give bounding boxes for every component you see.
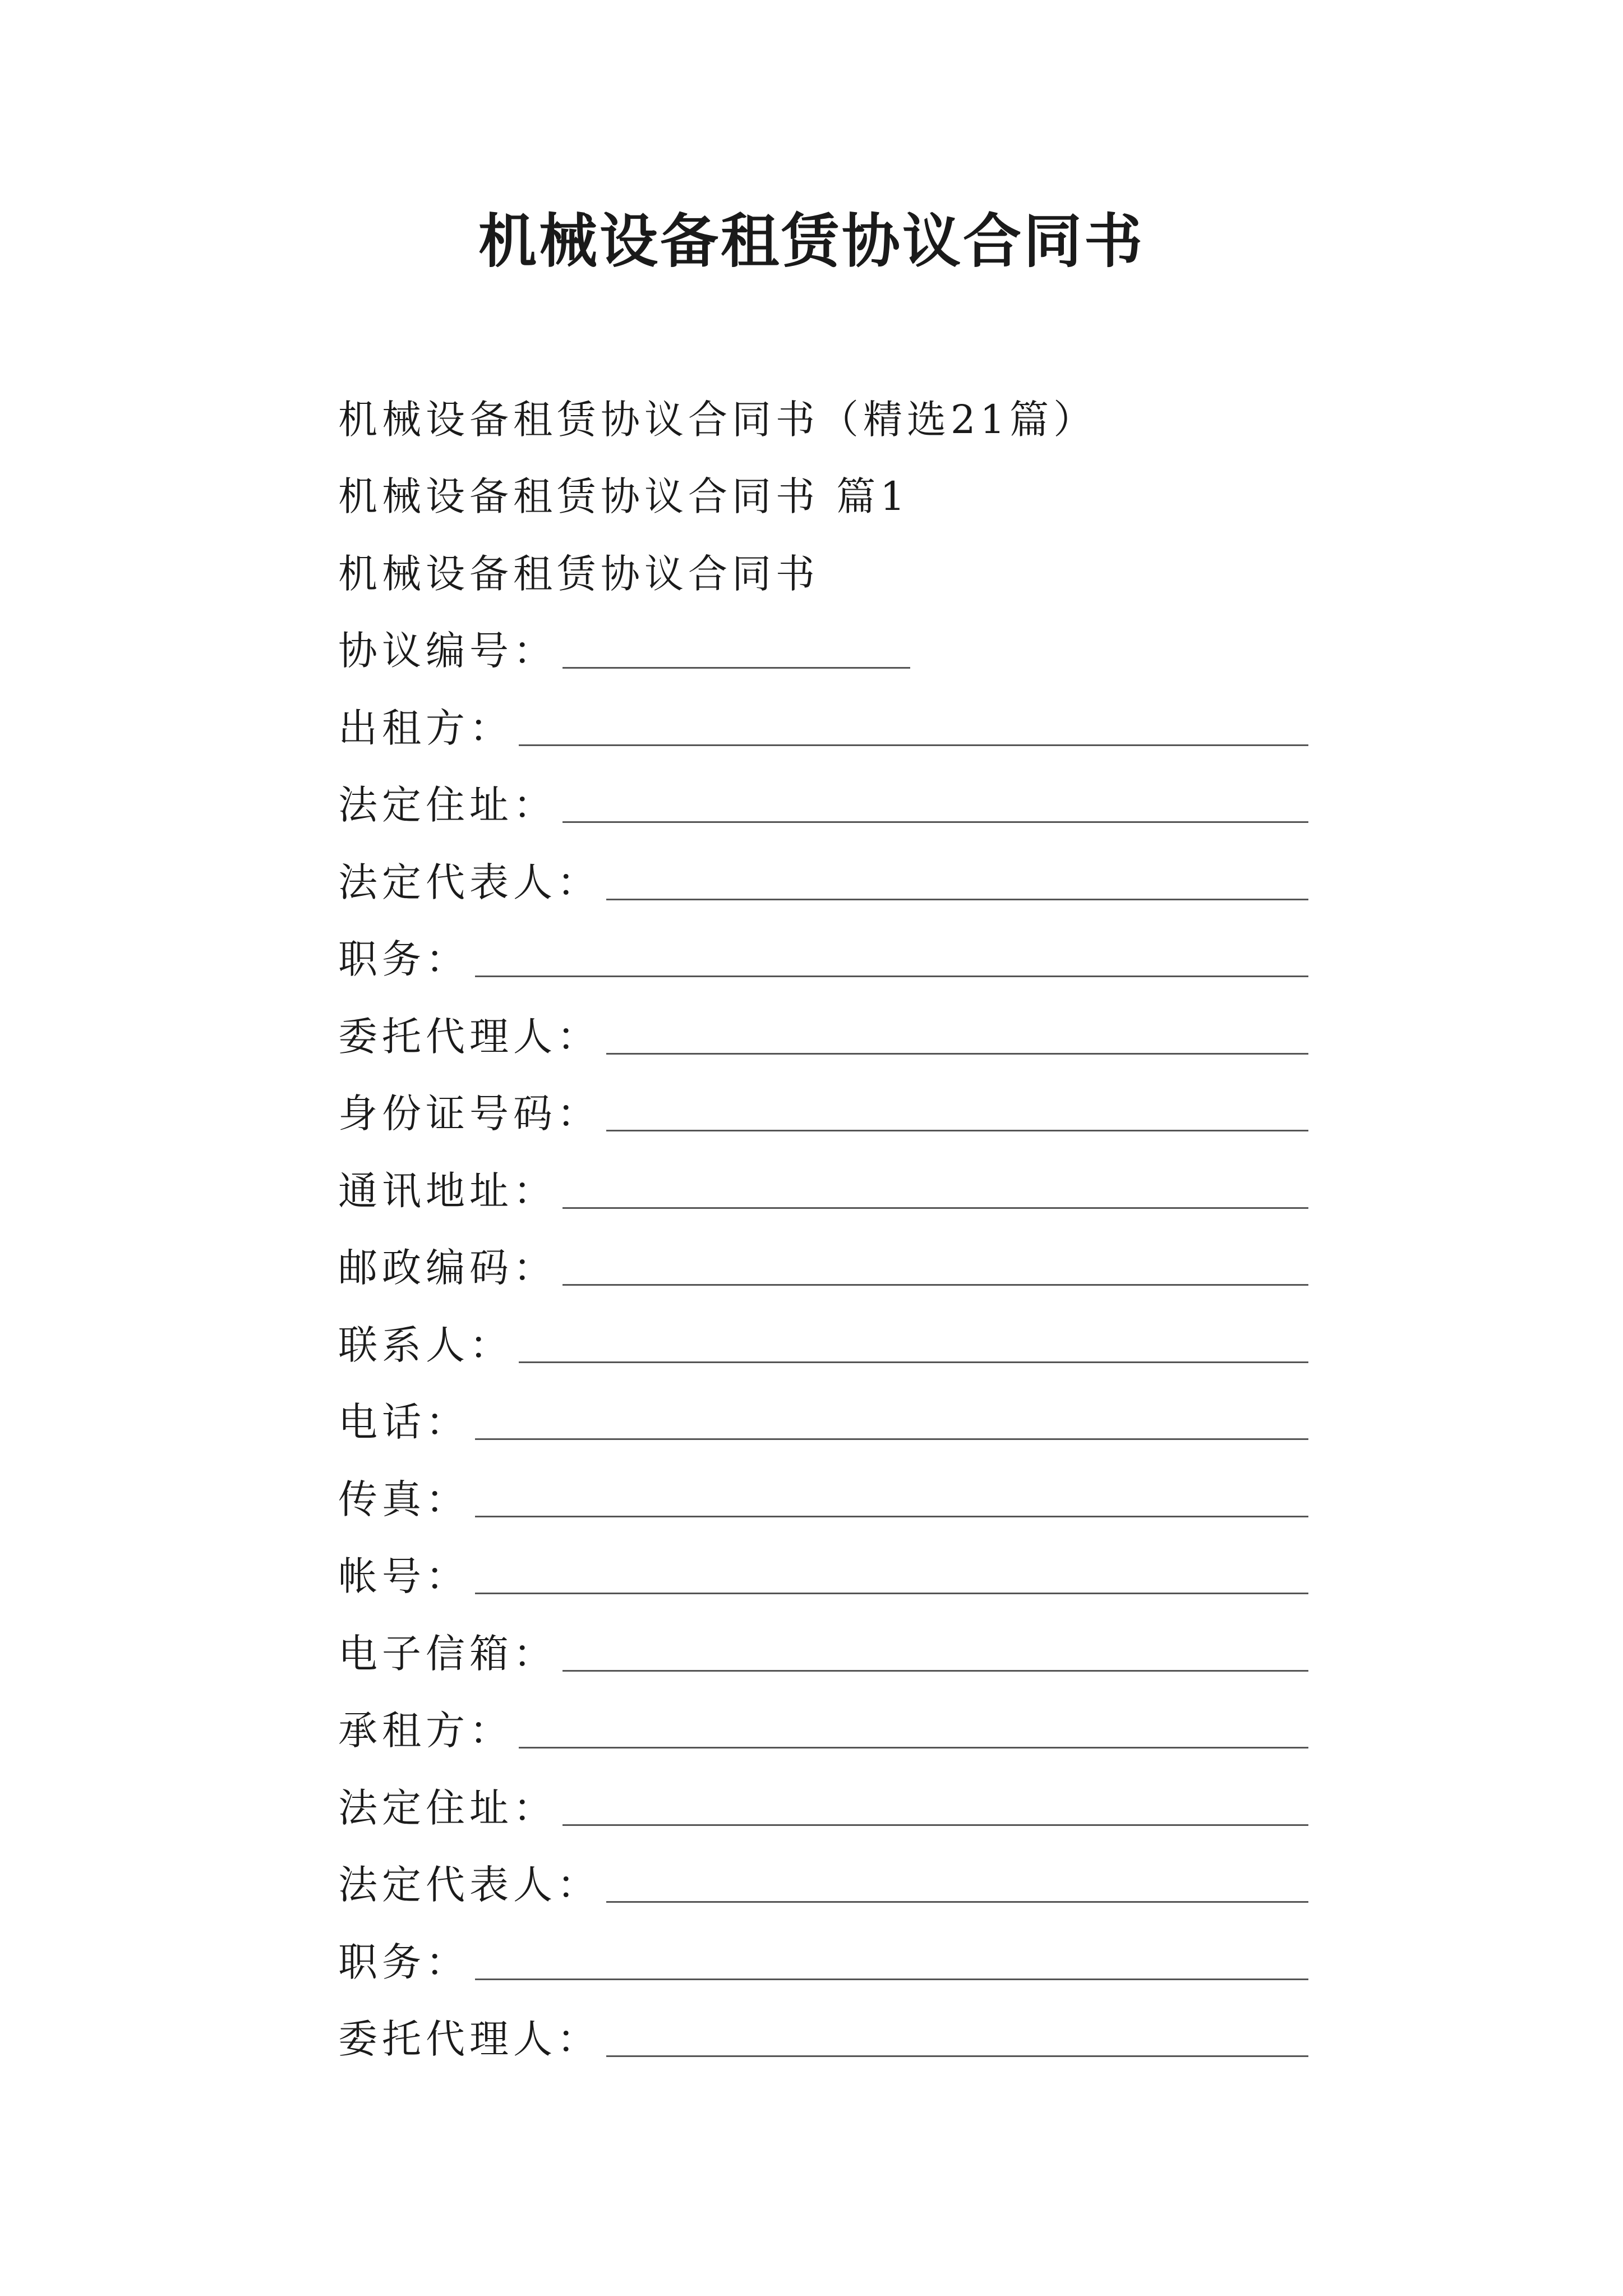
form-field-line <box>338 993 1308 1070</box>
fill-in-blank[interactable] <box>562 1670 1308 1672</box>
fill-in-blank[interactable] <box>606 1053 1308 1055</box>
document-body <box>338 376 1308 2073</box>
fill-in-blank[interactable] <box>475 976 1308 977</box>
form-field-line <box>338 1070 1308 1148</box>
fill-in-blank[interactable] <box>475 1978 1308 1980</box>
field-label: 法定代表人： <box>338 1862 601 1908</box>
field-label: 职务： <box>338 936 469 982</box>
form-field-line <box>338 762 1308 839</box>
text-line <box>338 376 1308 453</box>
fill-in-blank[interactable] <box>475 1593 1308 1594</box>
field-label: 法定代表人： <box>338 859 601 905</box>
fill-in-blank[interactable] <box>606 2055 1308 2057</box>
form-field-line <box>338 1610 1308 1687</box>
form-field-line <box>338 1764 1308 1842</box>
field-label: 电子信箱： <box>338 1630 557 1677</box>
field-label: 委托代理人： <box>338 2016 601 2062</box>
form-field-line <box>338 1996 1308 2073</box>
text-line-content: 机械设备租赁协议合同书（精选21篇） <box>338 396 1098 443</box>
fill-in-blank[interactable] <box>519 1361 1308 1363</box>
document-title: 机械设备租赁协议合同书 <box>478 206 1145 275</box>
field-label: 出租方： <box>338 705 513 751</box>
field-label: 帐号： <box>338 1553 469 1599</box>
form-field-line <box>338 1842 1308 1919</box>
text-line-content: 机械设备租赁协议合同书 <box>338 550 819 597</box>
fill-in-blank[interactable] <box>519 1747 1308 1749</box>
form-field-line <box>338 1147 1308 1225</box>
fill-in-blank[interactable] <box>475 1516 1308 1517</box>
field-label: 传真： <box>338 1476 469 1522</box>
fill-in-blank[interactable] <box>562 821 1308 823</box>
fill-in-blank[interactable] <box>519 744 1308 746</box>
field-label: 身份证号码： <box>338 1091 601 1137</box>
form-field-line <box>338 684 1308 762</box>
field-label: 邮政编码： <box>338 1245 557 1291</box>
field-label: 法定住址： <box>338 782 557 828</box>
form-field-line <box>338 1225 1308 1302</box>
fill-in-blank[interactable] <box>562 1207 1308 1209</box>
form-field-line <box>338 1456 1308 1533</box>
fill-in-blank[interactable] <box>562 1824 1308 1826</box>
field-label: 协议编号： <box>338 628 557 674</box>
fill-in-blank[interactable] <box>606 1130 1308 1131</box>
form-field-line <box>338 839 1308 916</box>
form-field-line <box>338 1687 1308 1765</box>
form-field-line <box>338 1301 1308 1379</box>
field-label: 承租方： <box>338 1708 513 1754</box>
field-label: 法定住址： <box>338 1784 557 1831</box>
form-field-line <box>338 1533 1308 1611</box>
text-line <box>338 530 1308 608</box>
text-line-content: 机械设备租赁协议合同书 篇1 <box>338 473 910 519</box>
field-label: 电话： <box>338 1399 469 1445</box>
fill-in-blank[interactable] <box>562 1284 1308 1286</box>
text-line <box>338 453 1308 531</box>
form-field-line <box>338 916 1308 993</box>
field-label: 职务： <box>338 1939 469 1985</box>
field-label: 通讯地址： <box>338 1167 557 1214</box>
fill-in-blank[interactable] <box>606 1901 1308 1903</box>
fill-in-blank[interactable] <box>475 1438 1308 1440</box>
fill-in-blank[interactable] <box>562 667 910 669</box>
field-label: 委托代理人： <box>338 1013 601 1060</box>
form-field-line <box>338 608 1308 685</box>
form-field-line <box>338 1918 1308 1996</box>
fill-in-blank[interactable] <box>606 899 1308 900</box>
field-label: 联系人： <box>338 1322 513 1368</box>
form-field-line <box>338 1379 1308 1456</box>
